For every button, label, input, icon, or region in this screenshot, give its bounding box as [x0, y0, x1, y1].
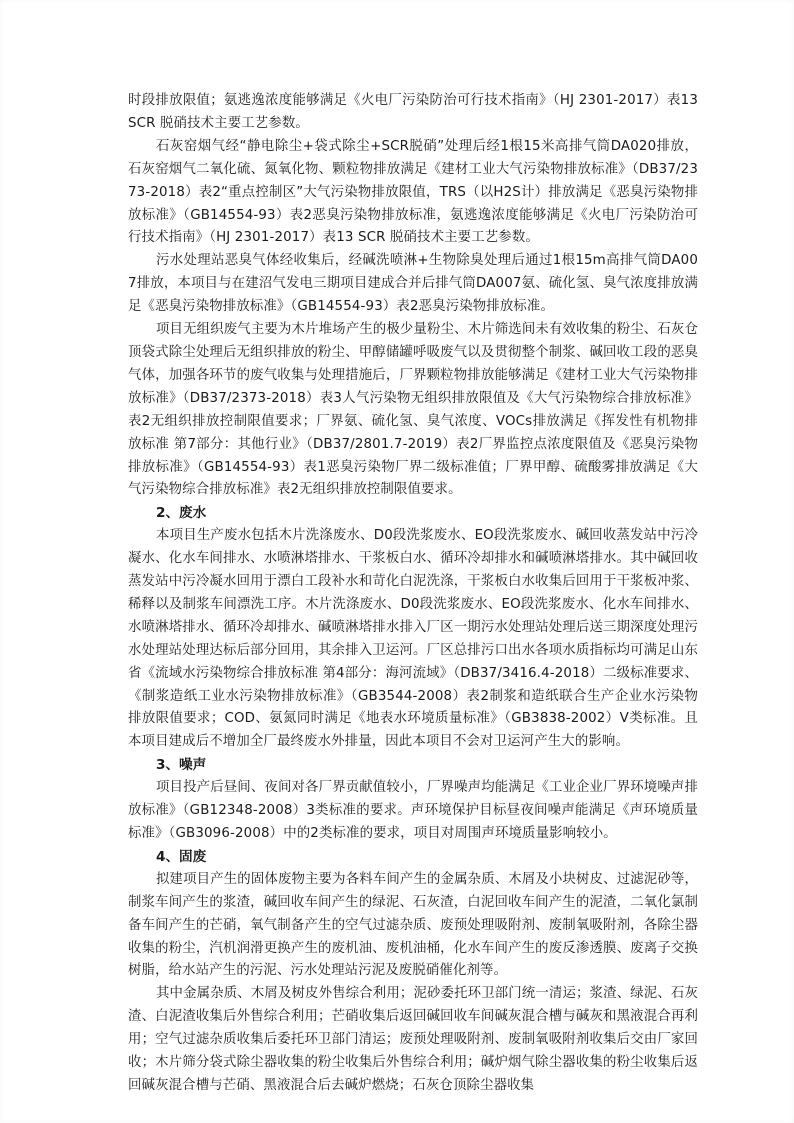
paragraph-scr-ammonia-slip: 时段排放限值；氨逃逸浓度能够满足《火电厂污染防治可行技术指南》（HJ 2301-2017）表13 SCR 脱硝技术主要工艺参数。 — [128, 93, 698, 131]
paragraph-noise: 项目投产后昼间、夜间对各厂界贡献值较小，厂界噪声均能满足《工业企业厂界环境噪声排放标准》（GB12348-2008）3类标准的要求。声环境保护目标昼夜间噪声能满足《声环境质量标准》（GB3096-2008）中的2类标准的要求，项目对周围声环境质量影响较小。 — [128, 780, 698, 841]
section-heading-noise: 3、噪声 — [156, 757, 207, 774]
paragraph-solid-waste-sources: 拟建项目产生的固体废物主要为各料车间产生的金属杂质、木屑及小块树皮、过滤泥砂等，制浆车间产生的浆渣，碱回收车间产生的绿泥、石灰渣，白泥回收车间产生的泥渣，二氧化氯制备车间产生的芒硝，氧气制备产生的空气过滤杂质、废预处理吸附剂、废制氧吸附剂，各除尘器收集的粉尘，汽机润滑更换产生的废机油、废机油桶，化水车间产生的废反渗透膜、废离子交换树脂，给水站产生的污泥、污水处理站污泥及废脱硝催化剂等。 — [128, 871, 698, 979]
paragraph-lime-kiln-exhaust: 石灰窑烟气经“静电除尘+袋式除尘+SCR脱硝”处理后经1根15米高排气筒DA020排放，石灰窑烟气二氧化硫、氮氧化物、颗粒物排放满足《建材工业大气污染物排放标准》（DB37/2373-2018）表2“重点控制区”大气污染物排放限值，TRS（以H2S计）排放满足《恶臭污染物排放标准》（GB14554-93）表2恶臭污染物排放标准，氨逃逸浓度能够满足《火电厂污染防治可行技术指南》（HJ 2301-2017）表13 SCR 脱硝技术主要工艺参数。 — [128, 138, 698, 246]
section-heading-wastewater: 2、废水 — [156, 505, 207, 522]
section-heading-solid-waste: 4、固废 — [156, 848, 207, 865]
paragraph-solid-waste-disposal: 其中金属杂质、木屑及树皮外售综合利用；泥砂委托环卫部门统一清运；浆渣、绿泥、石灰渣、白泥渣收集后外售综合利用；芒硝收集后返回碱回收车间碱灰混合槽与碱灰和黑液混合再利用；空气过滤杂质收集后委托环卫部门清运；废预处理吸附剂、废制氧吸附剂收集后交由厂家回收；木片筛分袋式除尘器收集的粉尘收集后外售综合利用；碱炉烟气除尘器收集的粉尘收集后返回碱灰混合槽与芒硝、黑液混合后去碱炉燃烧；石灰仓顶除尘器收集 — [128, 986, 698, 1093]
paragraph-wastewater-station-odor: 污水处理站恶臭气体经收集后，经碱洗喷淋+生物除臭处理后通过1根15m高排气筒DA007排放，本项目与在建沼气发电三期项目建成合并后排气筒DA007氨、硫化氢、臭气浓度排放满足《恶臭污染物排放标准》（GB14554-93）表2恶臭污染物排放标准。 — [128, 253, 698, 315]
paragraph-wastewater: 本项目生产废水包括木片洗涤废水、D0段洗浆废水、EO段洗浆废水、碱回收蒸发站中污冷凝水、化水车间排水、水喷淋塔排水、干浆板白水、循环冷却排水和碱喷淋塔排水。其中碱回收蒸发站中污冷凝水回用于漂白工段补水和苛化白泥洗涤，干浆板白水收集后回用于干浆板冲浆、稀释以及制浆车间漂洗工序。木片洗涤废水、D0段洗浆废水、EO段洗浆废水、化水车间排水、水喷淋塔排水、循环冷却排水、碱喷淋塔排水排入厂区一期污水处理站处理后送三期深度处理污水处理站处理达标后部分回用，其余排入卫运河。厂区总排污口出水各项水质指标均可满足山东省《流域水污染物综合排放标准 第4部分：海河流域》（DB37/3416.4-2018）二级标准要求、《制浆造纸工业水污染物排放标准》（GB3544-2008）表2制浆和造纸联合生产企业水污染物排放限值要求；COD、氨氮同时满足《地表水环境质量标准》（GB3838-2002）V类标准。且本项目建成后不增加全厂最终废水外排量，因此本项目不会对卫运河产生大的影响。 — [128, 528, 698, 750]
document-body — [128, 90, 698, 1098]
paragraph-fugitive-emissions: 项目无组织废气主要为木片堆场产生的极少量粉尘、木片筛选间未有效收集的粉尘、石灰仓顶袋式除尘处理后无组织排放的粉尘、甲醇储罐呼吸废气以及贯彻整个制浆、碱回收工段的恶臭气体，加强各环节的废气收集与处理措施后，厂界颗粒物排放能够满足《建材工业大气污染物排放标准》（DB37/2373-2018）表3人气污染物无组织排放限值及《大气污染物综合排放标准》表2无组织排放控制限值要求；厂界氨、硫化氢、臭气浓度、VOCs排放满足《挥发性有机物排放标准 第7部分：其他行业》（DB37/2801.7-2019）表2厂界监控点浓度限值及《恶臭污染物排放标准》（GB14554-93）表1恶臭污染物厂界二级标准值；厂界甲醇、硫酸雾排放满足《大气污染物综合排放标准》表2无组织排放控制限值要求。 — [128, 322, 698, 498]
